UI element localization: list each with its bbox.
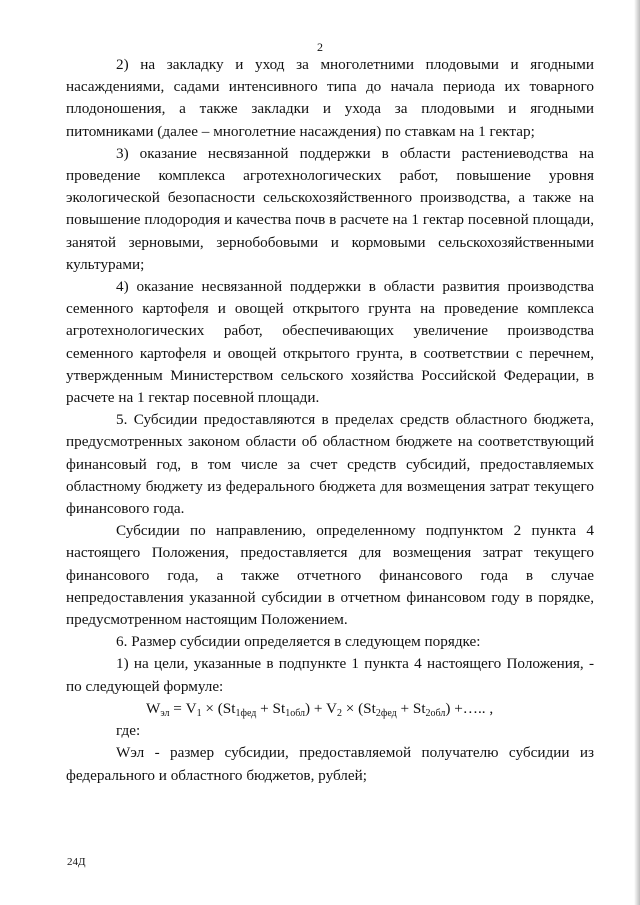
where-label: где: [116, 722, 141, 740]
formula-st2-obl-subscript: 2обл [425, 707, 446, 719]
paragraph-section-6: 6. Размер субсидии определяется в следующем порядке: [116, 633, 481, 651]
paragraph-item-2: 2) на закладку и уход за многолетними плодовыми и ягодными насаждениями, садами интенсивного типа до начала периода их товарного плодоношения, а также закладки и ухода за плодовыми и ягодными питомниками (далее – многолетние насаждения) по ставкам на 1 гектар; [66, 56, 594, 140]
page-number: 2 [317, 40, 323, 54]
formula-w: W [146, 699, 161, 717]
formula-st2-fed-subscript: 2фед [375, 707, 397, 719]
paragraph-section-5: 5. Субсидии предоставляются в пределах средств областного бюджета, предусмотренных законом области об областном бюджете на соответствующий финансовый год, в том числе за счет средств субсидий, предоставляемых областному бюджету из федерального бюджета для возмещения затрат текущего финансового года. [66, 411, 594, 518]
paragraph-item-4: 4) оказание несвязанной поддержки в области развития производства семенного картофеля и овощей открытого грунта на проведение комплекса агротехнологических работ, обеспечивающих увеличение производства семенного картофеля и овощей открытого грунта, в соответствии с перечнем, утвержденным Министерством сельского хозяйства Российской Федерации, в расчете на 1 гектар посевной площади. [66, 278, 594, 407]
formula-w-subscript: эл [160, 707, 170, 719]
formula-part: = V [169, 699, 197, 717]
definition-w-el: Wэл - размер субсидии, предоставляемой получателю субсидии из федерального и областного бюджетов, рублей; [66, 744, 594, 784]
formula-part: ) + V [305, 699, 337, 717]
formula-part: ) +….. , [445, 699, 494, 717]
formula-st1-fed-subscript: 1фед [235, 707, 257, 719]
formula-part: + St [256, 699, 286, 717]
formula-part: + St [396, 699, 426, 717]
footer-document-code: 24Д [67, 856, 86, 868]
document-body [66, 54, 594, 787]
formula-v1-subscript: 1 [196, 707, 202, 719]
scan-page-edge [634, 0, 640, 905]
paragraph-subsidy-direction: Субсидии по направлению, определенному подпунктом 2 пункта 4 настоящего Положения, предоставляется для возмещения затрат текущего финансового года, а также отчетного финансового года в случае непредоставления указанной субсидии в отчетном финансовом году в порядке, предусмотренном настоящим Положением. [66, 522, 594, 629]
formula-v2-subscript: 2 [336, 707, 342, 719]
paragraph-item-3: 3) оказание несвязанной поддержки в области растениеводства на проведение комплекса агротехнологических работ, повышение уровня экологической безопасности сельскохозяйственного производства, а также на повышение плодородия и качества почв в расчете на 1 гектар посевной площади, занятой зерновыми, зернобобовыми и кормовыми сельскохозяйственными культурами; [66, 144, 594, 273]
formula-st1-obl-subscript: 1обл [285, 707, 306, 719]
subsidy-formula [66, 698, 594, 720]
formula-part: × (St [341, 699, 376, 717]
paragraph-subitem-1: 1) на цели, указанные в подпункте 1 пункта 4 настоящего Положения, - по следующей формуле: [66, 655, 594, 695]
formula-part: × (St [201, 699, 236, 717]
